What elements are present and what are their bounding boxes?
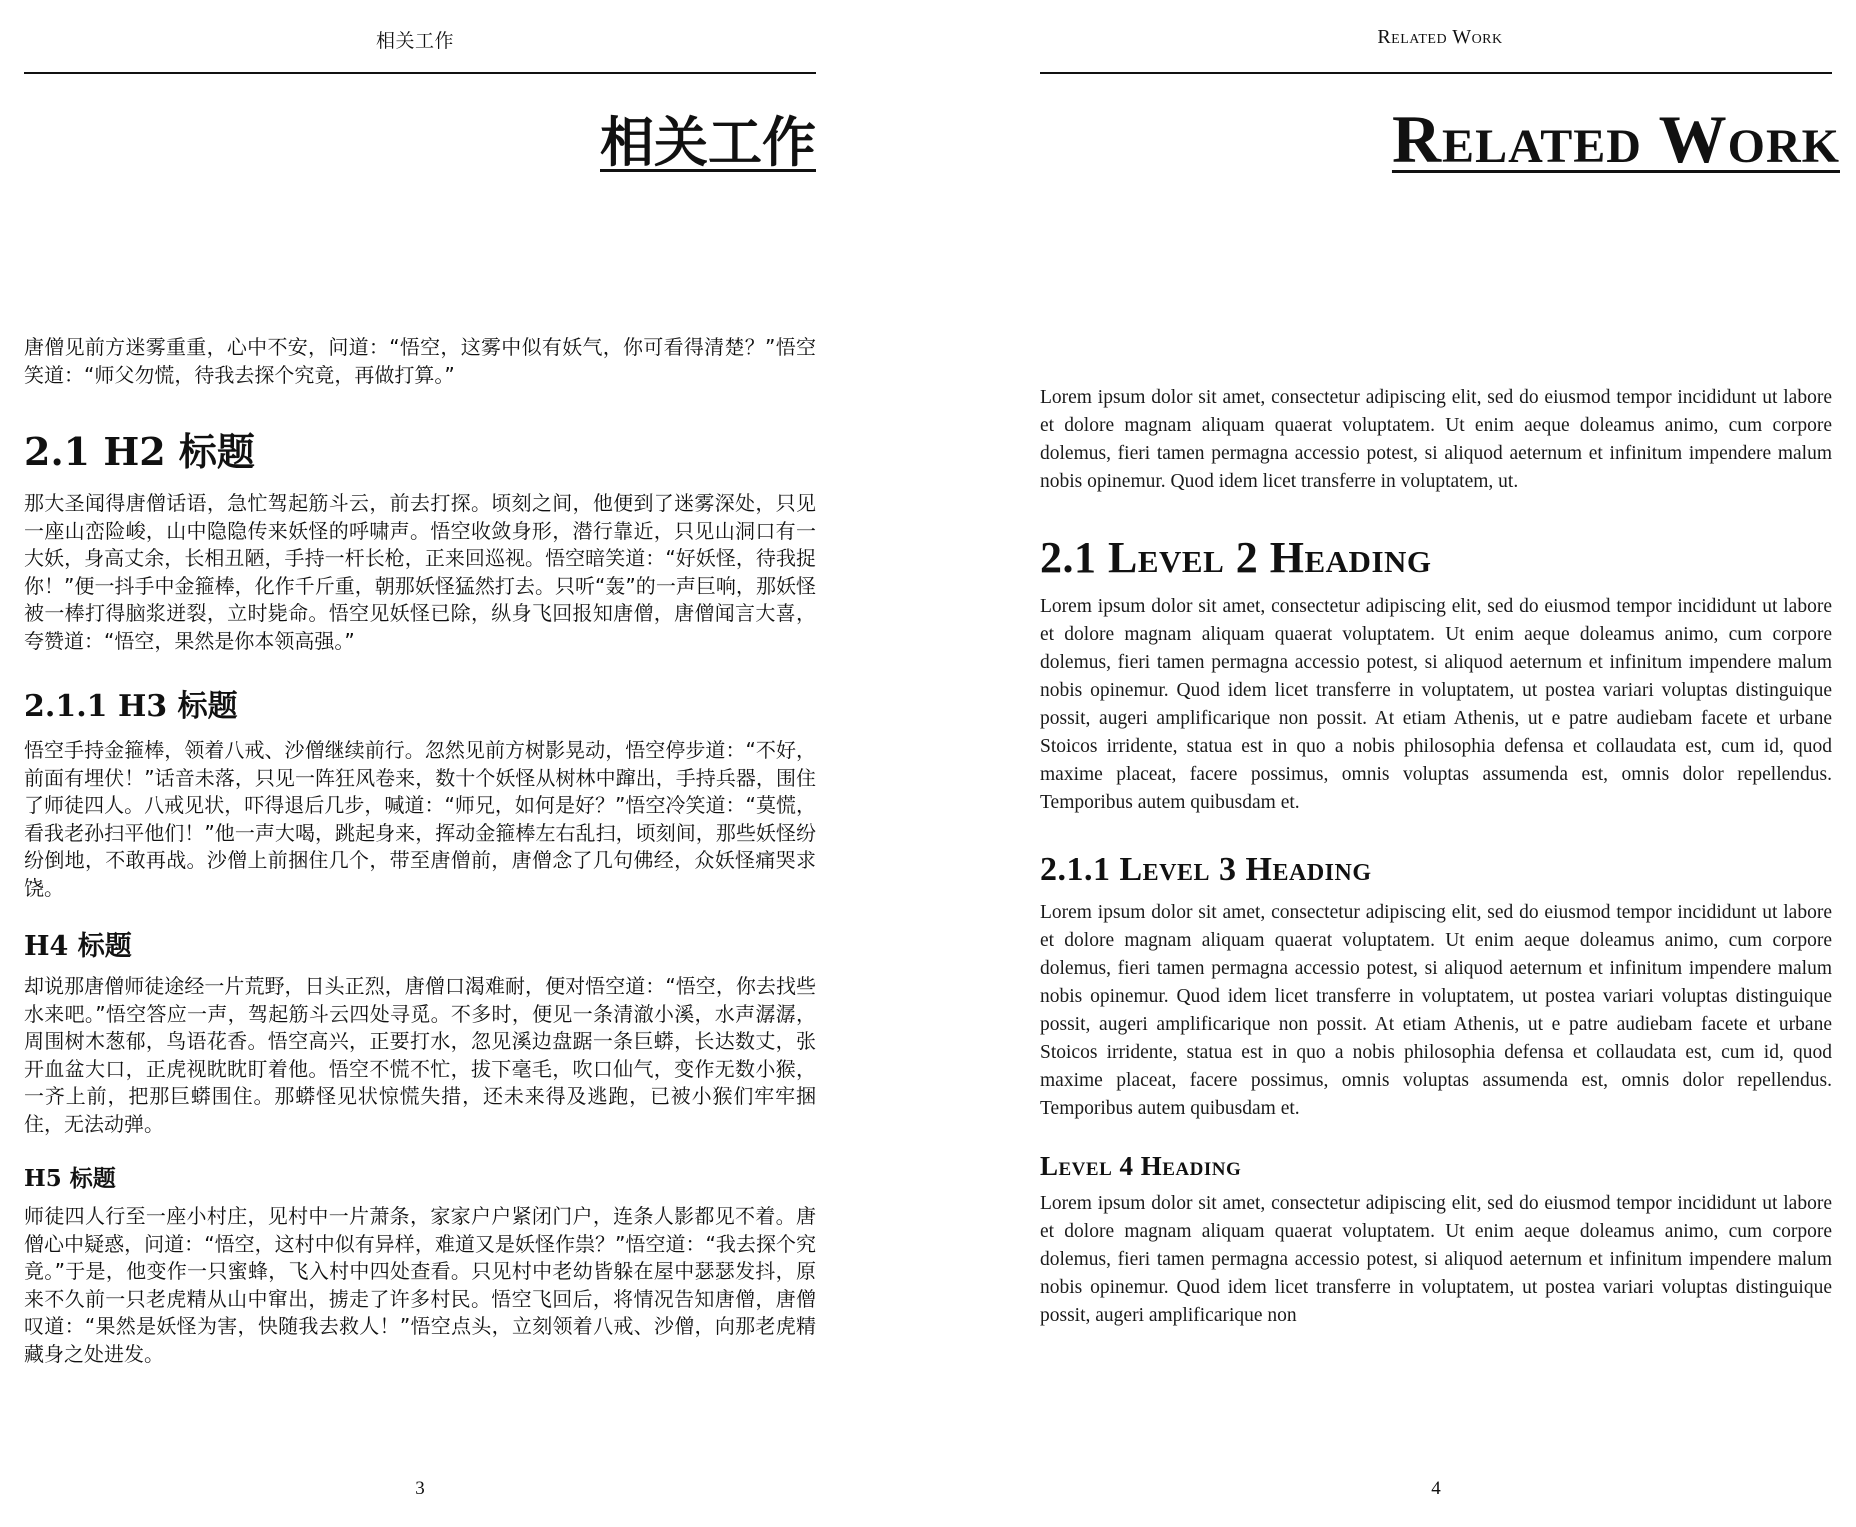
running-head: 相关工作 [375,30,454,52]
running-head: Related Work [1377,26,1503,48]
heading-level-2: 2.1 H2 标题 [24,429,255,474]
left-page [0,0,830,1527]
paragraph: Lorem ipsum dolor sit amet, consectetur adipiscing elit, sed do eiusmod tempor incididunt ut labore et dolore magnam aliquam quaerat voluptatem. Ut enim aeque doleamus animo, cum corpore dolemus, fieri tamen permagna accessio potest, si aliquod aeternum et infinitum impendere malum nobis opinemur. Quod idem licet transferre in voluptatem, ut postea variari voluptas distinguique possit, augeri amplificarique non possit. At etiam Athenis, ut e patre audiebam facete et urbane Stoicos irridente, statua est in quo a nobis philosophia defensa et collaudata est, cum id, quod maxime placeat, facere possimus, omnis voluptas assumenda est, omnis dolor repellendus. Temporibus autem quibusdam et. [1040,902,1832,1119]
chapter-title: 相关工作 [600,111,816,174]
heading-level-4: H4 标题 [24,931,132,962]
intro-paragraph: Lorem ipsum dolor sit amet, consectetur adipiscing elit, sed do eiusmod tempor incididunt ut labore et dolore magnam aliquam quaerat voluptatem. Ut enim aeque doleamus animo, cum corpore dolemus, fieri tamen permagna accessio potest, si aliquod aeternum et infinitum impendere malum nobis opinemur. Quod idem licet transferre in voluptatem, ut. [1040,387,1832,492]
chapter-title: Related Work [1391,101,1840,177]
paragraph: 悟空手持金箍棒，领着八戒、沙僧继续前行。忽然见前方树影晃动，悟空停步道：“不好，前面有埋伏！”话音未落，只见一阵狂风卷来，数十个妖怪从树林中蹿出，手持兵器，围住了师徒四人。八戒见状，吓得退后几步，喊道：“师兄，如何是好？”悟空冷笑道：“莫慌，看我老孙扫平他们！”他一声大喝，跳起身来，挥动金箍棒左右乱扫，顷刻间，那些妖怪纷纷倒地，不敢再战。沙僧上前捆住几个，带至唐僧前，唐僧念了几句佛经，众妖怪痛哭求饶。 [24,738,816,900]
paragraph: Lorem ipsum dolor sit amet, consectetur adipiscing elit, sed do eiusmod tempor incididunt ut labore et dolore magnam aliquam quaerat voluptatem. Ut enim aeque doleamus animo, cum corpore dolemus, fieri tamen permagna accessio potest, si aliquod aeternum et infinitum impendere malum nobis opinemur. Quod idem licet transferre in voluptatem, ut postea variari voluptas distinguique possit, augeri amplificarique non [1040,1193,1832,1326]
paragraph: 那大圣闻得唐僧话语，急忙驾起筋斗云，前去打探。顷刻之间，他便到了迷雾深处，只见一座山峦险峻，山中隐隐传来妖怪的呼啸声。悟空收敛身形，潜行靠近，只见山洞口有一大妖，身高丈余，长相丑陋，手持一杆长枪，正来回巡视。悟空暗笑道：“好妖怪，待我捉你！”便一抖手中金箍棒，化作千斤重，朝那妖怪猛然打去。只听“轰”的一声巨响，那妖怪被一棒打得脑浆迸裂，立时毙命。悟空见妖怪已除，纵身飞回报知唐僧，唐僧闻言大喜，夸赞道：“悟空，果然是你本领高强。” [24,491,816,653]
heading-level-5: H5 标题 [24,1165,116,1192]
page-number: 3 [415,1478,425,1499]
paragraph: 师徒四人行至一座小村庄，见村中一片萧条，家家户户紧闭门户，连条人影都见不着。唐僧心中疑惑，问道：“悟空，这村中似有异样，难道又是妖怪作祟？”悟空道：“我去探个究竟。”于是，他变作一只蜜蜂，飞入村中四处查看。只见村中老幼皆躲在屋中瑟瑟发抖，原来不久前一只老虎精从山中窜出，掳走了许多村民。悟空飞回后，将情况告知唐僧，唐僧叹道：“果然是妖怪为害，快随我去救人！”悟空点头，立刻领着八戒、沙僧，向那老虎精藏身之处进发。 [24,1204,816,1366]
heading-level-3: 2.1.1 Level 3 Heading [1040,851,1372,888]
header-rule [1040,72,1832,74]
header-rule [24,72,816,74]
right-page [1040,0,1840,1527]
heading-level-4: Level 4 Heading [1040,1151,1242,1181]
heading-level-3: 2.1.1 H3 标题 [24,689,238,724]
intro-paragraph: 唐僧见前方迷雾重重，心中不安，问道：“悟空，这雾中似有妖气，你可看得清楚？”悟空笑道：“师父勿慌，待我去探个究竟，再做打算。” [24,335,816,387]
body-text [24,334,816,1368]
paragraph: Lorem ipsum dolor sit amet, consectetur adipiscing elit, sed do eiusmod tempor incididunt ut labore et dolore magnam aliquam quaerat voluptatem. Ut enim aeque doleamus animo, cum corpore dolemus, fieri tamen permagna accessio potest, si aliquod aeternum et infinitum impendere malum nobis opinemur. Quod idem licet transferre in voluptatem, ut postea variari voluptas distinguique possit, augeri amplificarique non possit. At etiam Athenis, ut e patre audiebam facete et urbane Stoicos irridente, statua est in quo a nobis philosophia defensa et collaudata est, cum id, quod maxime placeat, facere possimus, omnis voluptas assumenda est, omnis dolor repellendus. Temporibus autem quibusdam et. [1040,596,1832,813]
page-number: 4 [1431,1478,1441,1499]
paragraph: 却说那唐僧师徒途经一片荒野，日头正烈，唐僧口渴难耐，便对悟空道：“悟空，你去找些水来吧。”悟空答应一声，驾起筋斗云四处寻觅。不多时，便见一条清澈小溪，水声潺潺，周围树木葱郁，鸟语花香。悟空高兴，正要打水，忽见溪边盘踞一条巨蟒，长达数丈，张开血盆大口，正虎视眈眈盯着他。悟空不慌不忙，拔下毫毛，吹口仙气，变作无数小猴，一齐上前，把那巨蟒围住。那蟒怪见状惊慌失措，还未来得及逃跑，已被小猴们牢牢捆住，无法动弹。 [24,974,816,1136]
heading-level-2: 2.1 Level 2 Heading [1040,533,1432,582]
body-text [1040,384,1832,1330]
